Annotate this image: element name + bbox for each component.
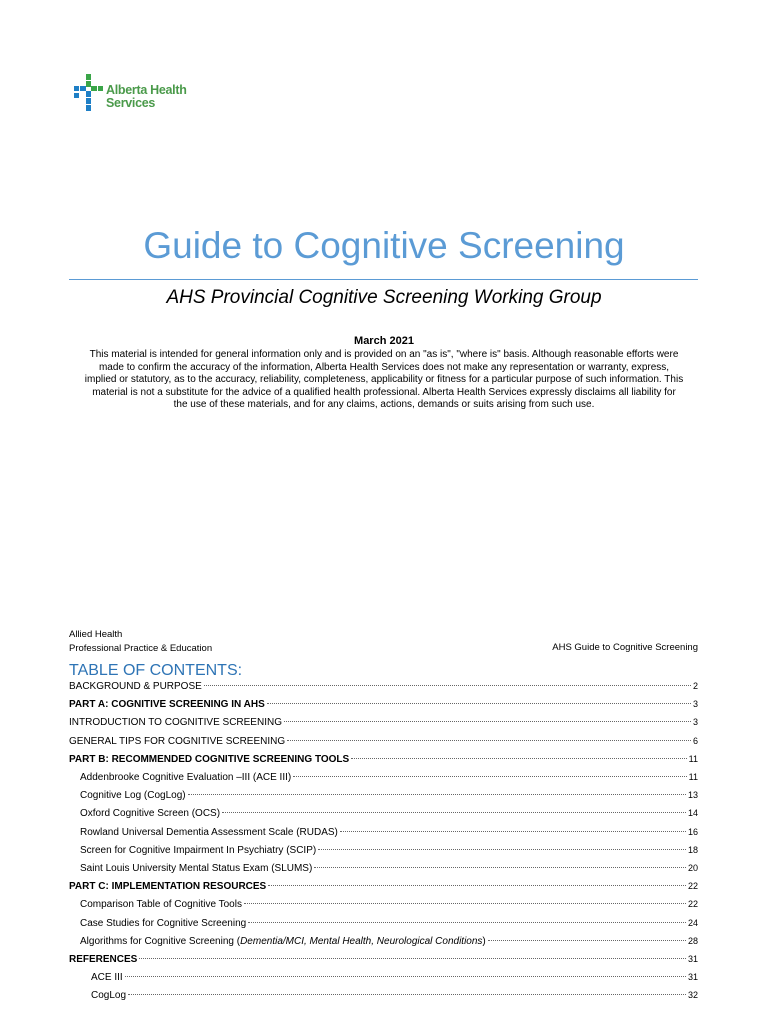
toc-entry-page: 32 bbox=[687, 990, 698, 1001]
toc-leader-dots bbox=[204, 685, 691, 686]
toc-entry-page: 22 bbox=[687, 881, 698, 892]
toc-entry-label: Oxford Cognitive Screen (OCS) bbox=[80, 808, 221, 820]
toc-entry[interactable] bbox=[69, 754, 698, 770]
toc-leader-dots bbox=[340, 831, 686, 832]
toc-leader-dots bbox=[267, 703, 691, 704]
toc-leader-dots bbox=[351, 758, 686, 759]
document-title: Guide to Cognitive Screening bbox=[143, 225, 625, 266]
toc-entry-page: 31 bbox=[687, 972, 698, 983]
toc-leader-dots bbox=[268, 885, 686, 886]
logo-line-1: Alberta Health bbox=[106, 83, 187, 97]
toc-leader-dots bbox=[248, 922, 686, 923]
toc-leader-dots bbox=[188, 794, 686, 795]
toc-entry[interactable] bbox=[69, 736, 698, 752]
toc-leader-dots bbox=[244, 903, 686, 904]
toc-entry-label: Cognitive Log (CogLog) bbox=[80, 790, 186, 802]
toc-entry-label: Comparison Table of Cognitive Tools bbox=[80, 899, 242, 911]
toc-leader-dots bbox=[128, 994, 686, 995]
toc-entry[interactable] bbox=[69, 699, 698, 715]
toc-entry[interactable] bbox=[69, 863, 698, 879]
toc-entry-label: GENERAL TIPS FOR COGNITIVE SCREENING bbox=[69, 735, 286, 747]
toc-leader-dots bbox=[139, 958, 686, 959]
toc-entry-label: CogLog bbox=[91, 990, 127, 1002]
toc-entry-label: Rowland Universal Dementia Assessment Scale (RUDAS) bbox=[80, 826, 338, 838]
toc-entry-page: 24 bbox=[687, 917, 698, 928]
toc-entry-page: 11 bbox=[688, 753, 698, 764]
toc-entry[interactable] bbox=[69, 936, 698, 952]
toc-entry[interactable] bbox=[69, 899, 698, 915]
toc-entry[interactable] bbox=[69, 881, 698, 897]
toc-entry[interactable] bbox=[69, 954, 698, 970]
toc-entry[interactable] bbox=[69, 790, 698, 806]
document-date: March 2021 bbox=[354, 335, 414, 347]
toc-entry-label: PART C: IMPLEMENTATION RESOURCES bbox=[69, 881, 267, 893]
toc-leader-dots bbox=[318, 849, 686, 850]
toc-leader-dots bbox=[314, 867, 686, 868]
toc-entry[interactable] bbox=[69, 681, 698, 697]
page-header-right: AHS Guide to Cognitive Screening bbox=[552, 642, 698, 653]
ahs-cross-icon bbox=[74, 74, 104, 114]
toc-entry-page: 31 bbox=[687, 954, 698, 964]
toc-entry[interactable] bbox=[69, 918, 698, 934]
toc-entry[interactable] bbox=[69, 827, 698, 843]
toc-entry-label: PART A: COGNITIVE SCREENING IN AHS bbox=[69, 699, 265, 711]
toc-entry[interactable] bbox=[69, 990, 698, 1006]
header-dept: Allied Health bbox=[69, 629, 123, 640]
toc-entry-page: 3 bbox=[692, 717, 698, 728]
toc-leader-dots bbox=[488, 940, 686, 941]
toc-entry[interactable] bbox=[69, 845, 698, 861]
toc-entry-label: Case Studies for Cognitive Screening bbox=[80, 917, 247, 929]
toc-entry-page: 22 bbox=[687, 899, 698, 910]
toc-entry-label: REFERENCES bbox=[69, 954, 138, 965]
page-header-left bbox=[69, 628, 212, 656]
toc-entry-page: 13 bbox=[687, 790, 698, 801]
toc-entry-label: Saint Louis University Mental Status Exam (SLUMS) bbox=[80, 863, 313, 874]
toc-entry-page: 16 bbox=[687, 826, 698, 837]
title-divider bbox=[69, 279, 698, 280]
toc-entry-label: ACE III bbox=[91, 972, 123, 984]
toc-entry[interactable] bbox=[69, 717, 698, 733]
toc-entry-label: Algorithms for Cognitive Screening (Dementia/MCI, Mental Health, Neurological Conditions) bbox=[80, 935, 486, 947]
toc-entry-page: 20 bbox=[687, 863, 698, 873]
toc-entry-page: 3 bbox=[692, 699, 698, 710]
toc-entry[interactable] bbox=[69, 972, 698, 988]
disclaimer-text: This material is intended for general information only and is provided on an "as is", "where is" basis. Although reasonable efforts were made to confirm the accuracy of the information, Alberta Health Services does not make any representation or warranty, express, implied or statutory, as to the accuracy, reliability, completeness, applicability or fitness for a particular purpose of such information. This material is not a substitute for the advice of a qualified health professional. Alberta Health Services expressly disclaims all liability for the use of these materials, and for any claims, actions, demands or suits arising from such use. bbox=[84, 349, 684, 411]
toc-entry-page: 14 bbox=[687, 808, 698, 819]
toc-entry-page: 11 bbox=[688, 772, 698, 782]
toc-leader-dots bbox=[284, 721, 691, 722]
header-subdept: Professional Practice & Education bbox=[69, 643, 213, 654]
toc-leader-dots bbox=[287, 740, 691, 741]
toc-leader-dots bbox=[125, 976, 686, 977]
toc-heading: TABLE OF CONTENTS: bbox=[69, 662, 243, 679]
toc-entry-label: Addenbrooke Cognitive Evaluation –III (ACE III) bbox=[80, 772, 292, 783]
toc-leader-dots bbox=[222, 812, 686, 813]
toc-entry-page: 18 bbox=[687, 844, 698, 855]
logo-wordmark bbox=[106, 84, 187, 110]
toc-entry-label: BACKGROUND & PURPOSE bbox=[69, 681, 202, 692]
toc-entry-label: PART B: RECOMMENDED COGNITIVE SCREENING TOOLS bbox=[69, 753, 350, 765]
toc-entry-page: 6 bbox=[692, 735, 698, 746]
toc-entry-label: INTRODUCTION TO COGNITIVE SCREENING bbox=[69, 717, 282, 729]
toc-entry-page: 2 bbox=[692, 681, 698, 691]
toc-entry[interactable] bbox=[69, 808, 698, 824]
logo-line-2: Services bbox=[106, 96, 156, 110]
toc-entry-page: 28 bbox=[687, 935, 698, 946]
toc-entry[interactable] bbox=[69, 772, 698, 788]
toc-leader-dots bbox=[293, 776, 686, 777]
document-subtitle: AHS Provincial Cognitive Screening Working Group bbox=[166, 287, 602, 308]
toc-entry-label: Screen for Cognitive Impairment In Psychiatry (SCIP) bbox=[80, 844, 317, 856]
